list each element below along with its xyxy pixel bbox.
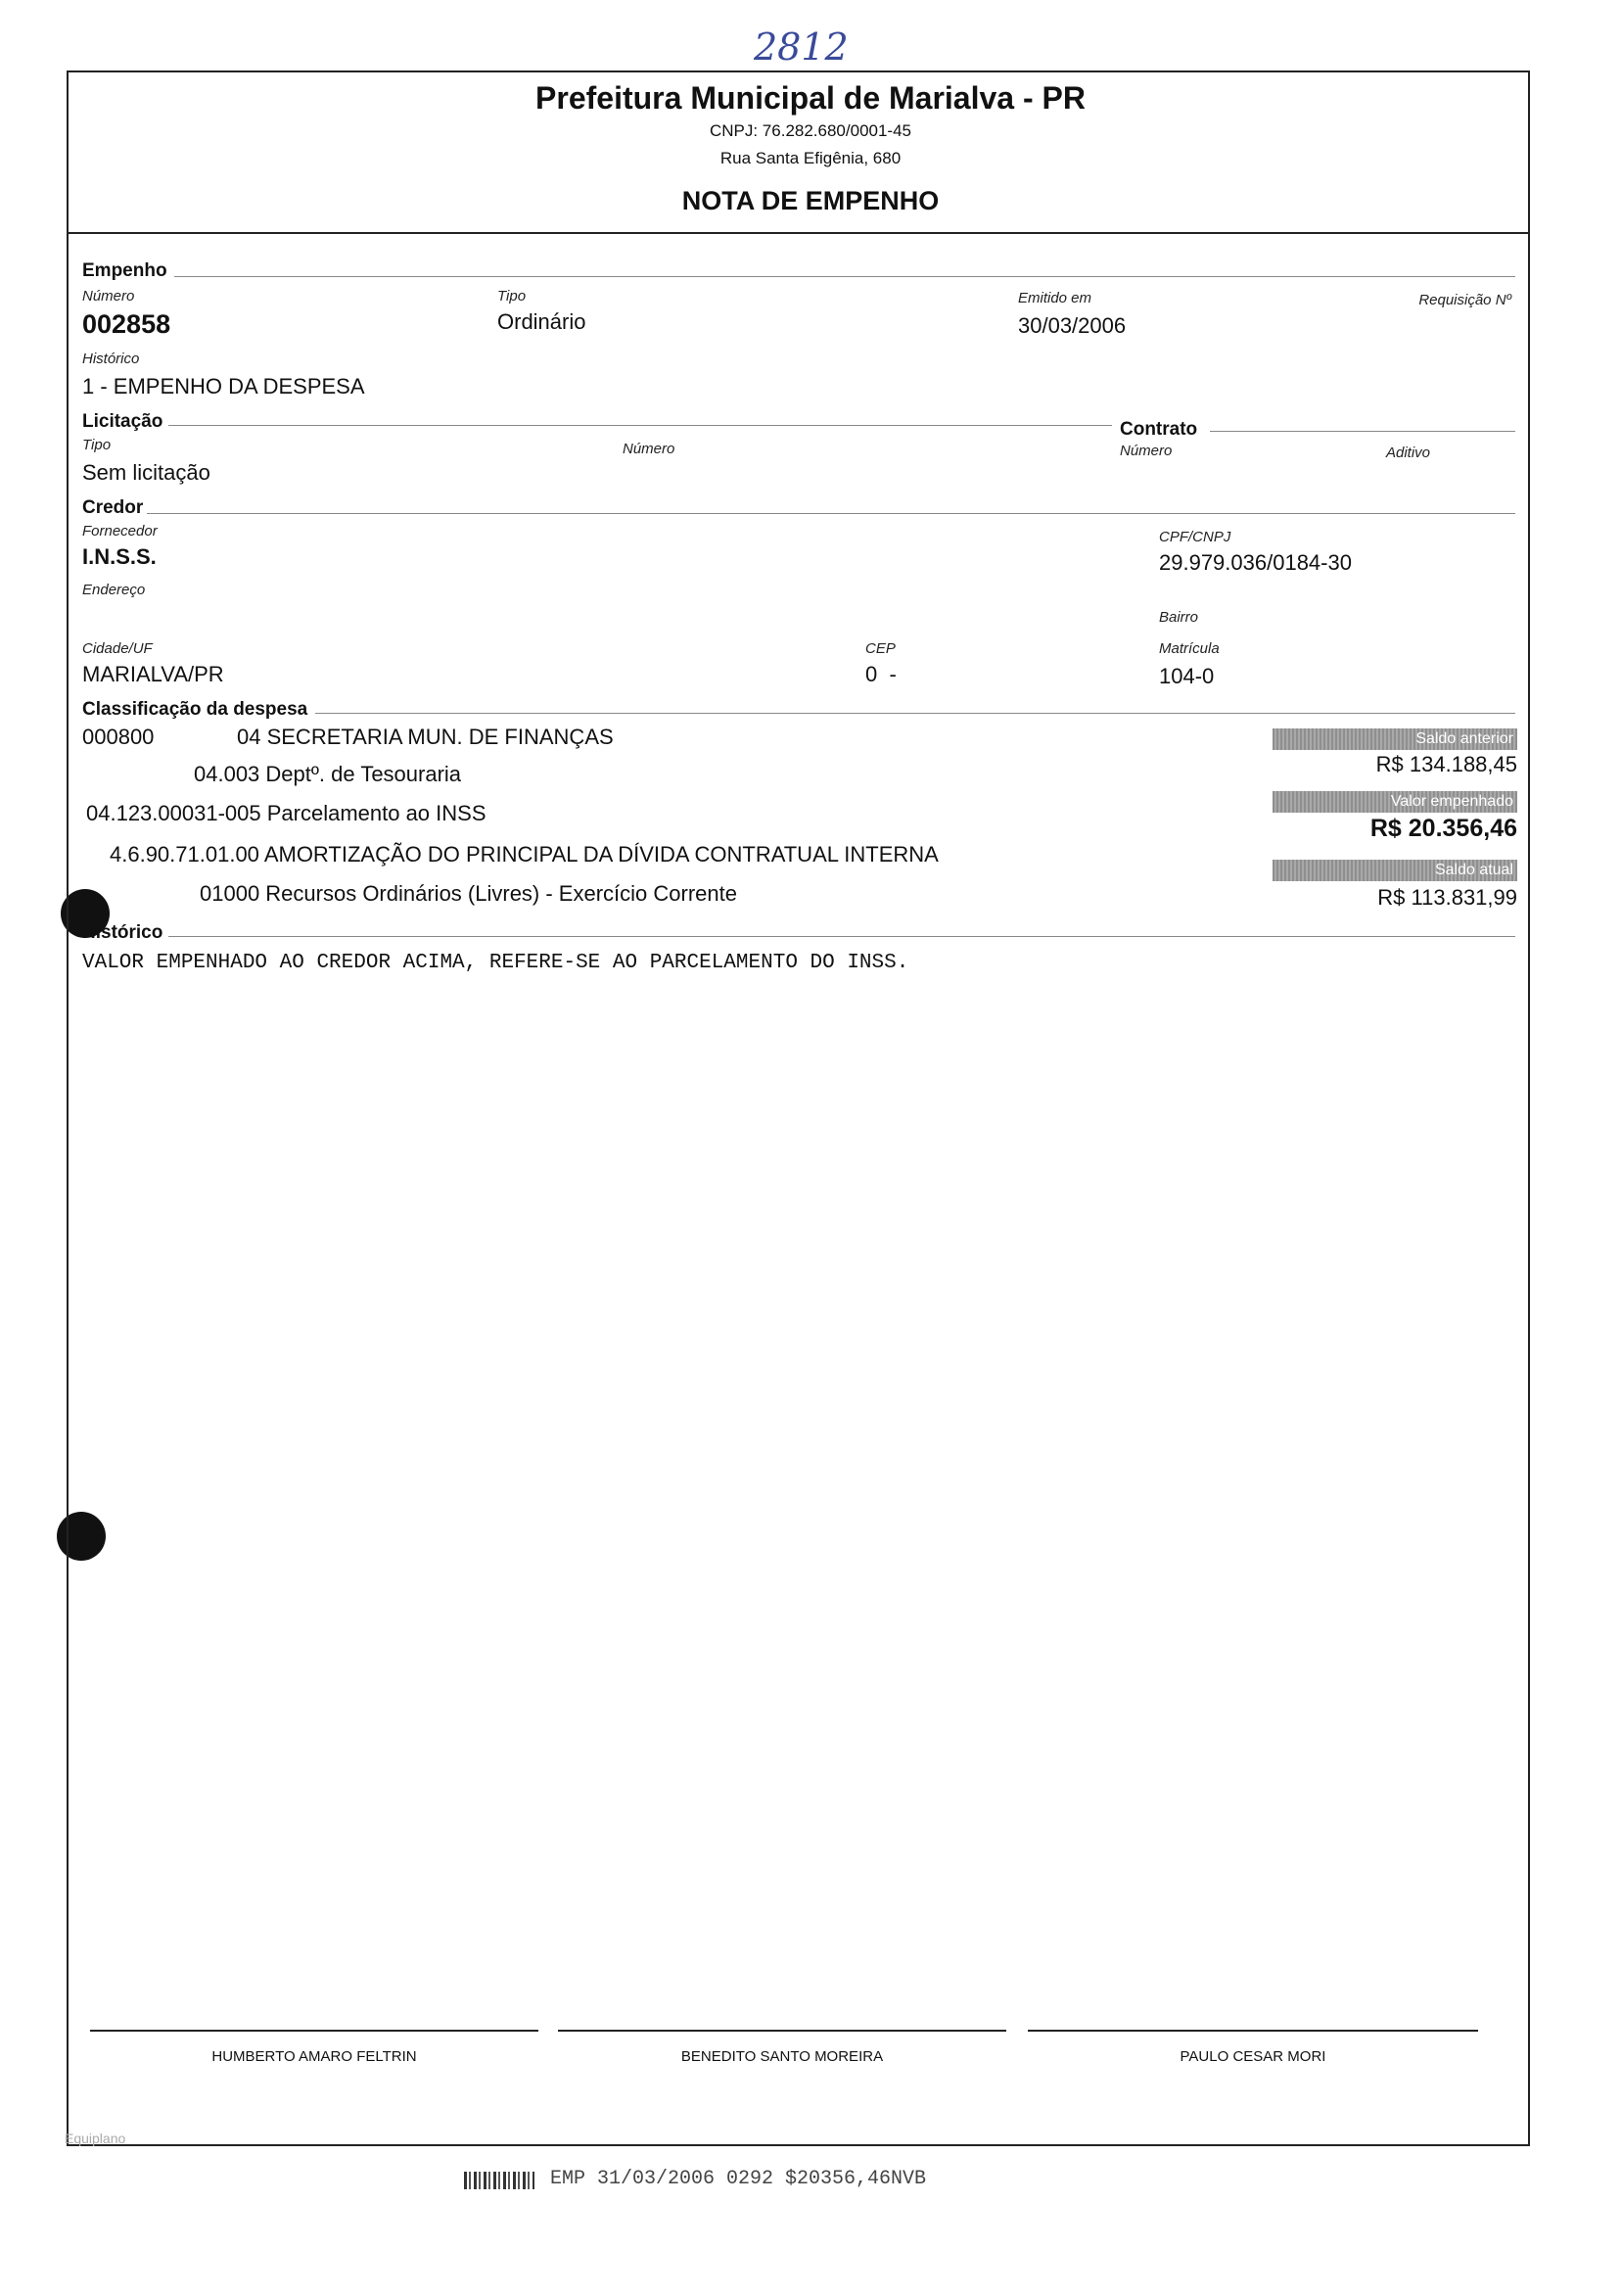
numero-label: Número — [82, 288, 135, 305]
tipo-value: Ordinário — [497, 309, 586, 334]
signature-name-3: PAULO CESAR MORI — [1180, 2048, 1326, 2065]
matricula-value: 104-0 — [1159, 664, 1215, 688]
licitacao-tipo-value: Sem licitação — [82, 460, 210, 485]
page-title: Prefeitura Municipal de Marialva - PR — [535, 80, 1086, 116]
section-empenho: Empenho — [82, 260, 167, 281]
saldo-anterior-label: Saldo anterior — [1273, 728, 1517, 750]
cidade-label: Cidade/UF — [82, 640, 153, 657]
cnpj-text: CNPJ: 76.282.680/0001-45 — [709, 121, 912, 140]
saldo-atual-label: Saldo atual — [1273, 860, 1517, 881]
valor-empenhado-value: R$ 20.356,46 — [1369, 815, 1517, 842]
requisicao-label: Requisição Nº — [1418, 292, 1511, 308]
handwritten-annotation: 2812 — [754, 25, 849, 69]
emitido-label: Emitido em — [1018, 290, 1092, 306]
classificacao-unidade: 04.003 Deptº. de Tesouraria — [194, 762, 462, 786]
section-licitacao: Licitação — [82, 411, 163, 432]
valor-empenhado-label: Valor empenhado — [1273, 791, 1517, 813]
cep-label: CEP — [865, 640, 896, 657]
saldo-anterior-value: R$ 134.188,45 — [1375, 752, 1517, 776]
signature-line — [1028, 2030, 1478, 2032]
contrato-numero-label: Número — [1120, 443, 1173, 459]
section-historico: Histórico — [82, 922, 163, 943]
tipo-label: Tipo — [497, 288, 527, 305]
header-divider — [67, 232, 1530, 234]
software-footer: Equiplano — [65, 2131, 126, 2146]
cpf-value: 29.979.036/0184-30 — [1159, 550, 1352, 575]
section-classificacao: Classificação da despesa — [82, 699, 308, 720]
historico-small-label: Histórico — [82, 351, 140, 367]
classificacao-funcional: 04.123.00031-005 Parcelamento ao INSS — [86, 801, 486, 825]
fornecedor-value: I.N.S.S. — [82, 544, 157, 569]
cidade-value: MARIALVA/PR — [82, 662, 224, 686]
signature-name-2: BENEDITO SANTO MOREIRA — [680, 2048, 884, 2065]
fornecedor-label: Fornecedor — [82, 523, 158, 539]
barcode-icon — [464, 2172, 534, 2189]
section-line — [315, 713, 1515, 714]
licitacao-numero-label: Número — [623, 441, 675, 457]
section-line — [174, 276, 1515, 277]
empenho-number: 002858 — [82, 309, 171, 339]
address-text: Rua Santa Efigênia, 680 — [719, 149, 902, 167]
classificacao-orgao: 04 SECRETARIA MUN. DE FINANÇAS — [237, 725, 614, 749]
signature-name-1: HUMBERTO AMARO FELTRIN — [211, 2048, 417, 2065]
saldo-atual-value: R$ 113.831,99 — [1377, 885, 1517, 910]
licitacao-tipo-label: Tipo — [82, 437, 112, 453]
bank-stamp: EMP 31/03/2006 0292 $20356,46NVB — [550, 2168, 927, 2190]
section-line — [168, 936, 1515, 937]
signature-line — [90, 2030, 538, 2032]
cpf-label: CPF/CNPJ — [1159, 529, 1231, 545]
classificacao-recurso: 01000 Recursos Ordinários (Livres) - Exercício Corrente — [200, 881, 737, 906]
classificacao-code: 000800 — [82, 725, 155, 749]
historico-text: VALOR EMPENHADO AO CREDOR ACIMA, REFERE-SE AO PARCELAMENTO DO INSS. — [82, 952, 909, 974]
classificacao-elemento: 4.6.90.71.01.00 AMORTIZAÇÃO DO PRINCIPAL DA DÍVIDA CONTRATUAL INTERNA — [110, 842, 939, 867]
section-line — [1210, 431, 1515, 432]
document-title: NOTA DE EMPENHO — [681, 186, 940, 215]
section-line — [147, 513, 1515, 514]
section-line — [168, 425, 1112, 426]
signature-line — [558, 2030, 1006, 2032]
cep-value: 0 - — [865, 662, 897, 686]
endereco-label: Endereço — [82, 582, 146, 598]
emitido-value: 30/03/2006 — [1018, 313, 1127, 338]
contrato-aditivo-label: Aditivo — [1386, 445, 1431, 461]
section-contrato: Contrato — [1120, 419, 1198, 440]
bairro-label: Bairro — [1159, 609, 1199, 626]
empenho-historico-value: 1 - EMPENHO DA DESPESA — [82, 374, 365, 398]
matricula-label: Matrícula — [1159, 640, 1220, 657]
section-credor: Credor — [82, 497, 144, 518]
